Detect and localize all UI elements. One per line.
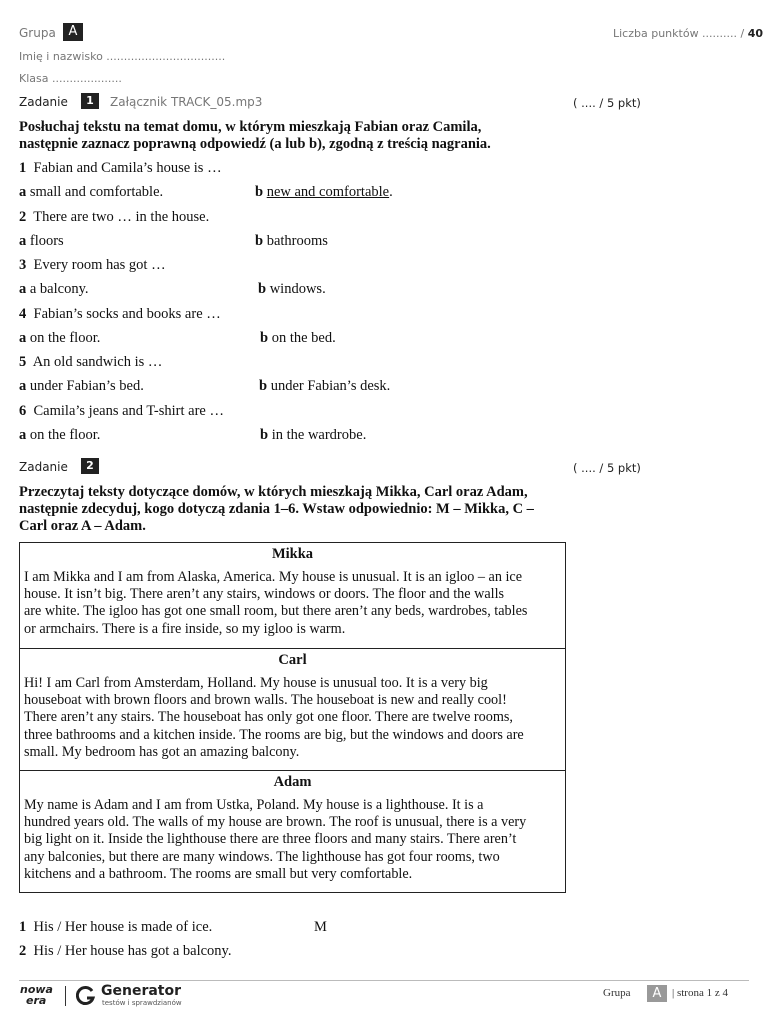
logo-text-era: era: [26, 994, 47, 1007]
question-3: [19, 257, 166, 274]
text-section-carl: [20, 649, 565, 771]
option-text: floors: [29, 232, 64, 249]
section-line: three bathrooms and a kitchen inside. The rooms are big, but the windows and doors are: [24, 726, 524, 743]
option-letter: a: [19, 378, 27, 395]
option-text: windows.: [269, 281, 326, 298]
footer-group-badge: A: [647, 985, 667, 1002]
task2-number: 2: [81, 458, 99, 474]
generator-title: Generator: [101, 983, 182, 999]
group-label: Grupa: [19, 26, 56, 40]
section-line: are white. The igloo has got one small room, but there aren’t any beds, wardrobes, tables: [24, 603, 528, 620]
statement-row: [19, 943, 232, 960]
question-number: 3: [19, 257, 27, 274]
option-a[interactable]: [19, 427, 100, 444]
option-b[interactable]: [258, 281, 326, 298]
option-letter: b: [255, 184, 264, 200]
name-field[interactable]: Imię i nazwisko ..................................: [19, 50, 226, 63]
option-suffix: .: [389, 184, 393, 200]
question-text: Fabian’s socks and books are …: [33, 305, 221, 322]
section-line: I am Mikka and I am from Alaska, America. My house is unusual. It is an igloo – an ice: [24, 569, 523, 585]
points-total-field: [613, 27, 763, 40]
option-letter: b: [260, 329, 269, 346]
option-letter: a: [19, 427, 27, 443]
question-text: Camila’s jeans and T-shirt are …: [33, 403, 224, 419]
points-total: 40: [747, 27, 764, 40]
task2-instruction-line1: Przeczytaj teksty dotyczące domów, w których mieszkają Mikka, Carl oraz Adam,: [19, 484, 528, 500]
statement-text: His / Her house is made of ice.: [33, 919, 213, 935]
question-text: There are two … in the house.: [33, 208, 210, 225]
option-text: a balcony.: [29, 281, 89, 298]
generator-logo-icon: [76, 986, 96, 1006]
logo-separator: [65, 986, 66, 1006]
points-label: Liczba punktów .......... /: [613, 27, 745, 40]
section-line: or armchairs. There is a fire inside, so my igloo is warm.: [24, 620, 346, 637]
task1-attachment[interactable]: Załącznik TRACK_05.mp3: [110, 95, 263, 109]
text-section-mikka: [20, 543, 565, 649]
question-6: [19, 403, 224, 420]
section-title: Carl: [278, 652, 307, 668]
logo-text-nowa: nowa: [20, 983, 53, 996]
task2-instruction-line3: Carl oraz A – Adam.: [19, 518, 146, 534]
option-letter: b: [259, 378, 268, 395]
option-text: on the bed.: [271, 329, 336, 346]
option-letter: a: [19, 232, 27, 249]
option-text: on the floor.: [29, 329, 101, 346]
option-letter: a: [19, 184, 27, 200]
section-line: any balconies, but there are many windows. The lighthouse has got four rooms, two: [24, 848, 500, 865]
option-b[interactable]: [255, 184, 393, 201]
statement-answer-field[interactable]: [314, 943, 334, 960]
option-letter: b: [255, 232, 264, 249]
option-text: small and comfortable.: [29, 184, 164, 200]
question-4: [19, 306, 221, 323]
option-a[interactable]: [19, 330, 100, 347]
option-letter: a: [19, 281, 27, 298]
question-number: 6: [19, 403, 27, 419]
section-body: [20, 563, 565, 638]
task2-points: ( .... / 5 pkt): [573, 461, 641, 475]
section-line: hundred years old. The walls of my house are brown. The roof is unusual, there is a very: [24, 814, 527, 831]
nowa-era-logo: [20, 984, 56, 1010]
reading-texts-box: [19, 542, 566, 893]
task1-number: 1: [81, 93, 99, 109]
option-text: bathrooms: [266, 232, 328, 249]
section-body: [20, 669, 565, 761]
task1-instruction-line1: Posłuchaj tekstu na temat domu, w którym mieszkają Fabian oraz Camila,: [19, 119, 482, 135]
option-a[interactable]: [19, 233, 64, 250]
statement-number: 1: [19, 919, 27, 935]
task1-points: ( .... / 5 pkt): [573, 96, 641, 110]
section-line: big light on it. Inside the lighthouse there are three floors and many stairs. There aren’t: [24, 831, 517, 848]
section-line: small. My bedroom has got an amazing balcony.: [24, 743, 300, 760]
question-text: An old sandwich is …: [32, 354, 163, 371]
generator-subtitle: testów i sprawdzianów: [102, 999, 182, 1007]
section-title: Adam: [273, 774, 312, 790]
question-number: 4: [19, 305, 27, 322]
section-title: Mikka: [271, 546, 314, 562]
group-badge: A: [63, 23, 83, 41]
section-line: My name is Adam and I am from Ustka, Poland. My house is a lighthouse. It is a: [24, 797, 484, 813]
question-number: 1: [19, 160, 27, 176]
option-letter: a: [19, 329, 27, 346]
class-field[interactable]: Klasa ....................: [19, 72, 122, 85]
question-2: [19, 209, 209, 226]
option-a[interactable]: [19, 184, 163, 201]
statement-answer-field[interactable]: M: [314, 919, 327, 935]
option-b[interactable]: [260, 427, 366, 444]
option-b[interactable]: [260, 330, 336, 347]
question-number: 5: [19, 354, 27, 371]
section-line: kitchens and a bathroom. The rooms are small but very comfortable.: [24, 865, 413, 882]
task2-instruction-line2: następnie zdecyduj, kogo dotyczą zdania 1–6. Wstaw odpowiednio: M – Mikka, C –: [19, 501, 534, 517]
statement-number: 2: [19, 943, 27, 959]
option-text: on the floor.: [29, 427, 101, 443]
option-text: new and comfortable: [266, 184, 390, 200]
task1-instruction-line2: następnie zaznacz poprawną odpowiedź (a lub b), zgodną z treścią nagrania.: [19, 136, 491, 152]
question-number: 2: [19, 208, 27, 225]
option-text: under Fabian’s bed.: [29, 378, 144, 395]
section-line: houseboat with brown floors and brown walls. The houseboat is new and really cool!: [24, 692, 507, 709]
page-indicator: | strona 1 z 4: [672, 987, 728, 999]
option-a[interactable]: [19, 281, 89, 298]
footer-group-label: Grupa: [603, 987, 631, 999]
footer-divider: [19, 980, 749, 981]
option-text: in the wardrobe.: [271, 427, 367, 443]
question-text: Fabian and Camila’s house is …: [33, 160, 222, 176]
question-1: [19, 160, 222, 177]
section-line: house. It isn’t big. There aren’t any stairs, windows or doors. The floor and the walls: [24, 586, 505, 603]
statement-row: [19, 919, 212, 936]
section-line: Hi! I am Carl from Amsterdam, Holland. My house is unusual too. It is a very big: [24, 675, 488, 691]
option-a[interactable]: [19, 378, 144, 395]
task1-label: Zadanie: [19, 95, 68, 109]
question-text: Every room has got …: [33, 257, 166, 274]
section-line: There aren’t any stairs. The houseboat has only got one floor. There are twelve rooms,: [24, 709, 513, 726]
option-text: under Fabian’s desk.: [270, 378, 391, 395]
option-b[interactable]: [259, 378, 390, 395]
question-5: [19, 354, 162, 371]
option-b[interactable]: [255, 233, 328, 250]
task2-label: Zadanie: [19, 460, 68, 474]
option-letter: b: [260, 427, 269, 443]
text-section-adam: [20, 771, 565, 892]
statement-text: His / Her house has got a balcony.: [33, 943, 232, 959]
section-body: [20, 791, 565, 883]
option-letter: b: [258, 281, 267, 298]
